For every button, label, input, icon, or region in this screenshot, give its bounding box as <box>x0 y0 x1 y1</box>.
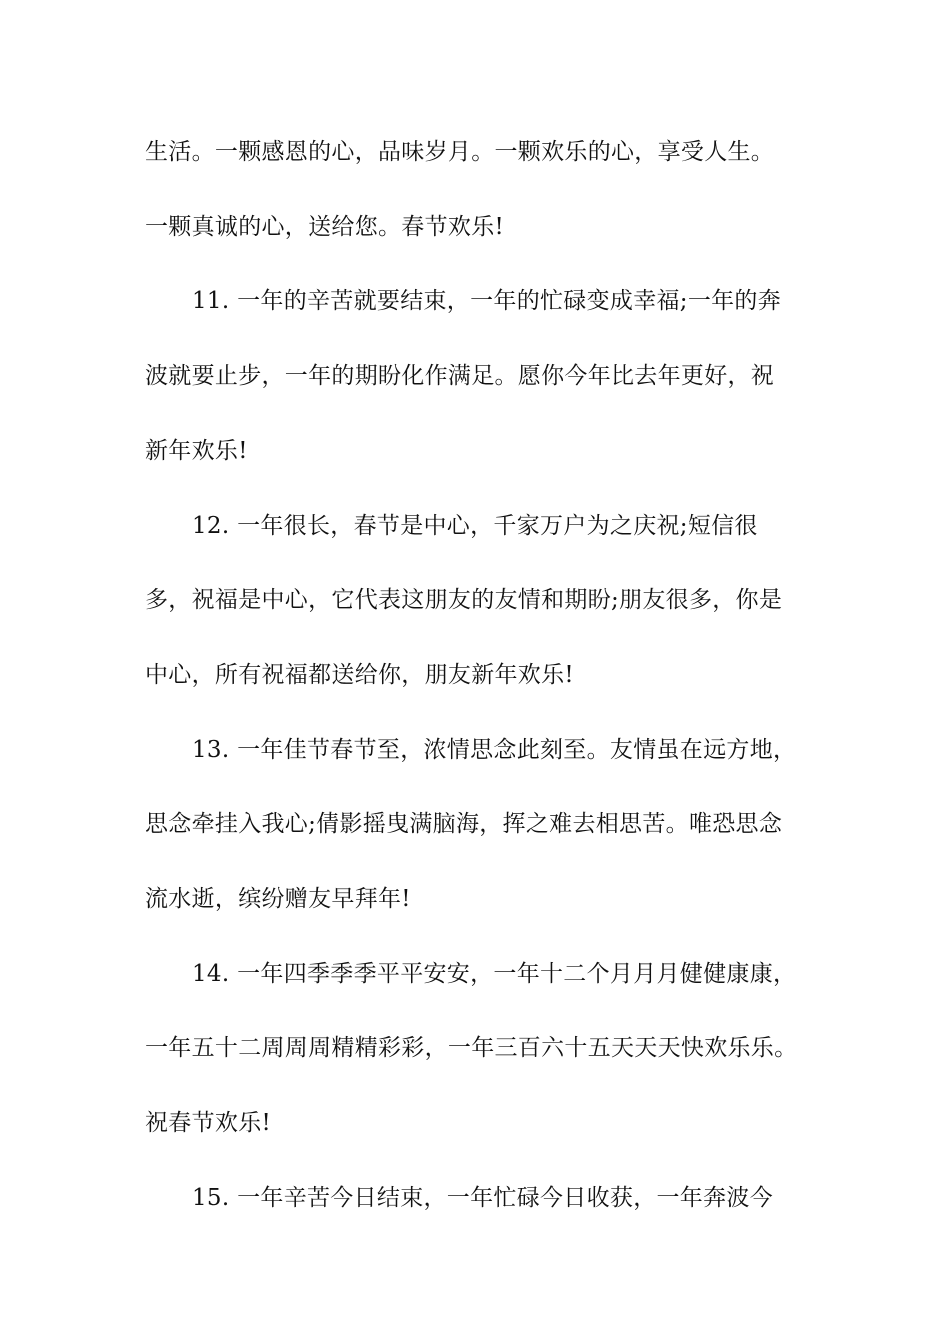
text-line: 中心，所有祝福都送给你，朋友新年欢乐! <box>145 662 574 688</box>
text-line: 流水逝，缤纷赠友早拜年! <box>145 886 411 912</box>
text-line: 11. 一年的辛苦就要结束，一年的忙碌变成幸福;一年的奔 <box>192 288 782 314</box>
text-line: 一年五十二周周周精精彩彩，一年三百六十五天天天快欢乐乐。 <box>145 1035 798 1061</box>
text-line: 13. 一年佳节春节至，浓情思念此刻至。友情虽在远方地， <box>192 737 797 763</box>
text-line: 波就要止步，一年的期盼化作满足。愿你今年比去年更好，祝 <box>145 363 775 389</box>
text-line: 新年欢乐! <box>145 438 248 464</box>
text-line: 祝春节欢乐! <box>145 1110 272 1136</box>
text-line: 12. 一年很长，春节是中心，千家万户为之庆祝;短信很 <box>192 513 758 539</box>
text-line: 思念牵挂入我心;倩影摇曳满脑海，挥之难去相思苦。唯恐思念 <box>145 811 783 837</box>
text-line: 15. 一年辛苦今日结束，一年忙碌今日收获，一年奔波今 <box>192 1185 773 1211</box>
text-line: 14. 一年四季季季平平安安，一年十二个月月月健健康康， <box>192 961 797 987</box>
text-line: 生活。一颗感恩的心，品味岁月。一颗欢乐的心，享受人生。 <box>145 139 775 165</box>
text-line: 多，祝福是中心，它代表这朋友的友情和期盼;朋友很多，你是 <box>145 587 783 613</box>
text-line: 一颗真诚的心，送给您。春节欢乐! <box>145 214 505 240</box>
